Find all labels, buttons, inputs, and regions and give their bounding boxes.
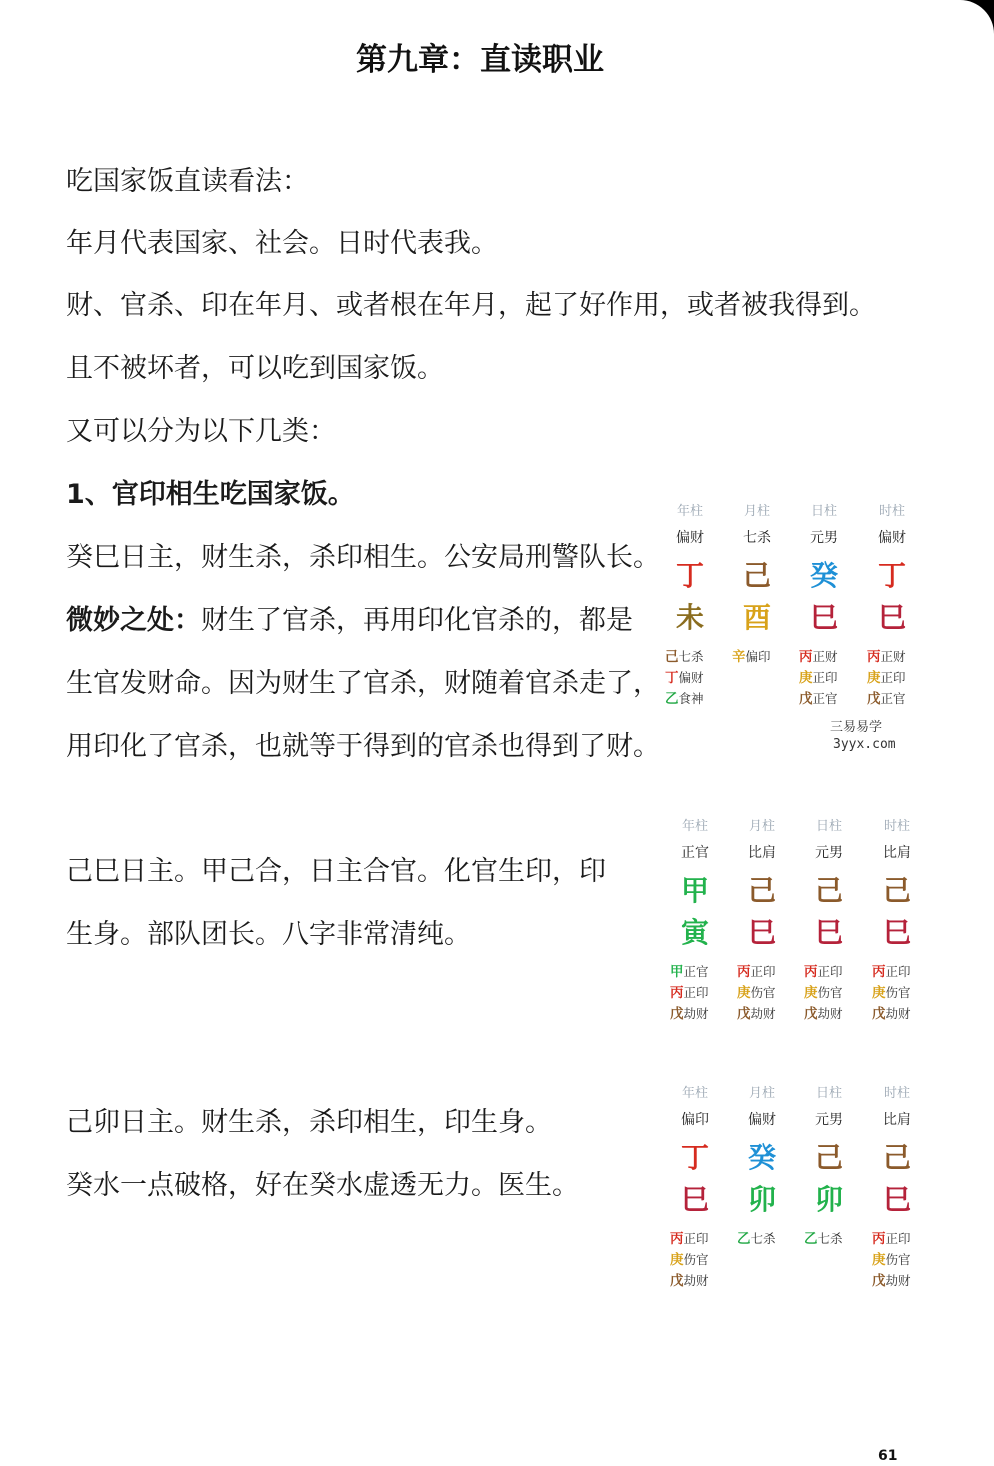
pillar-header: 时柱 (883, 1086, 910, 1101)
hidden-stem (804, 1003, 864, 1025)
hidden-stem-god: 正印 (750, 964, 776, 979)
hidden-stem (665, 646, 725, 668)
hidden-stem-god: 正印 (812, 670, 838, 685)
text-line: 生官发财命。因为财生了官杀，财随着官杀走了， (66, 668, 660, 699)
hidden-stem-char: 己 (665, 649, 679, 665)
hidden-stem-god: 伤官 (817, 985, 843, 1000)
hidden-stem-char: 乙 (804, 1231, 818, 1247)
text-line: 年月代表国家、社会。日时代表我。 (66, 228, 498, 259)
hidden-stem-char: 丙 (799, 649, 813, 665)
ten-god-label: 七杀 (743, 530, 771, 546)
hidden-stem-char: 庚 (872, 1252, 886, 1268)
hidden-stem-char: 戊 (799, 691, 813, 707)
hidden-stem (670, 1228, 730, 1250)
pillar-header: 日柱 (810, 504, 837, 519)
hidden-stem-char: 丙 (872, 1231, 886, 1247)
text-span: 财生了官杀，再用印化官杀的，都是 (201, 605, 633, 636)
hidden-stem-char: 庚 (737, 985, 751, 1001)
heavenly-stem: 丁 (675, 559, 704, 592)
earthly-branch: 巳 (882, 916, 911, 949)
hidden-stem (804, 961, 864, 983)
earthly-branch: 巳 (809, 601, 838, 634)
ten-god-label: 正官 (681, 845, 709, 861)
hidden-stem-god: 正官 (683, 964, 709, 979)
hidden-stem-char: 丙 (804, 964, 818, 980)
hidden-stem (872, 1003, 932, 1025)
hidden-stem-char: 戊 (670, 1273, 684, 1289)
earthly-branch: 未 (675, 601, 704, 634)
text-line: 己卯日主。财生杀，杀印相生，印生身。 (66, 1107, 552, 1138)
pillar-header: 时柱 (878, 504, 905, 519)
ten-god-label: 偏财 (676, 530, 704, 546)
hidden-stem-char: 辛 (732, 649, 746, 665)
bazi-chart-2 (660, 813, 936, 1028)
watermark-url: 3yyx.com (833, 737, 896, 752)
pillar-header: 年柱 (681, 1086, 708, 1101)
earthly-branch: 巳 (882, 1183, 911, 1216)
heavenly-stem: 己 (747, 874, 776, 907)
hidden-stem-god: 正印 (683, 1231, 709, 1246)
pillar-header: 年柱 (681, 819, 708, 834)
hidden-stem (670, 1249, 730, 1271)
earthly-branch: 巳 (814, 916, 843, 949)
hidden-stem-char: 庚 (804, 985, 818, 1001)
hidden-stem-god: 正印 (885, 1231, 911, 1246)
text-line: 吃国家饭直读看法： (66, 166, 309, 197)
hidden-stem-god: 七杀 (678, 649, 704, 664)
ten-god-label: 比肩 (748, 845, 776, 861)
pillar-header: 日柱 (815, 1086, 842, 1101)
text-line: 癸水一点破格，好在癸水虚透无力。医生。 (66, 1170, 579, 1201)
hidden-stem (737, 1228, 797, 1250)
ten-god-label: 元男 (815, 845, 843, 861)
heavenly-stem: 己 (742, 559, 771, 592)
ten-god-label: 比肩 (883, 845, 911, 861)
earthly-branch: 卯 (814, 1183, 843, 1216)
hidden-stem (799, 646, 859, 668)
hidden-stem-god: 正印 (885, 964, 911, 979)
hidden-stem-char: 丙 (872, 964, 886, 980)
hidden-stem-god: 偏财 (678, 670, 704, 685)
hidden-stem-god: 七杀 (750, 1231, 776, 1246)
ten-god-label: 偏印 (681, 1112, 709, 1128)
hidden-stem-char: 丙 (670, 985, 684, 1001)
text-line: 财、官杀、印在年月、或者根在年月，起了好作用，或者被我得到。 (66, 290, 876, 321)
hidden-stem (872, 1228, 932, 1250)
bazi-chart-3 (660, 1080, 936, 1289)
earthly-branch: 酉 (742, 601, 771, 634)
ten-god-label: 元男 (810, 530, 838, 546)
earthly-branch: 巳 (877, 601, 906, 634)
hidden-stem-god: 七杀 (817, 1231, 843, 1246)
hidden-stem-god: 正财 (880, 649, 906, 664)
bazi-chart-1 (655, 498, 931, 713)
hidden-stem (737, 1003, 797, 1025)
hidden-stem (867, 667, 927, 689)
hidden-stem (872, 1270, 932, 1292)
hidden-stem-god: 伤官 (885, 1252, 911, 1267)
hidden-stem-char: 庚 (867, 670, 881, 686)
text-line: 癸巳日主，财生杀，杀印相生。公安局刑警队长。 (66, 542, 660, 573)
hidden-stem-god: 劫财 (683, 1273, 709, 1288)
page-number: 61 (878, 1448, 898, 1464)
hidden-stem-god: 正印 (880, 670, 906, 685)
ten-god-label: 元男 (815, 1112, 843, 1128)
highlight-label: 微妙之处： (66, 605, 201, 636)
hidden-stem-char: 庚 (799, 670, 813, 686)
hidden-stem (737, 982, 797, 1004)
hidden-stem-god: 伤官 (885, 985, 911, 1000)
text-line (66, 605, 633, 637)
hidden-stem (872, 1249, 932, 1271)
ten-god-label: 比肩 (883, 1112, 911, 1128)
earthly-branch: 卯 (747, 1183, 776, 1216)
hidden-stem (867, 646, 927, 668)
pillar-header: 月柱 (743, 504, 770, 519)
hidden-stem (670, 961, 730, 983)
hidden-stem (867, 688, 927, 710)
earthly-branch: 寅 (680, 916, 709, 949)
hidden-stem (804, 982, 864, 1004)
heavenly-stem: 癸 (747, 1141, 776, 1174)
hidden-stem-god: 伤官 (683, 1252, 709, 1267)
hidden-stem-char: 戊 (872, 1006, 886, 1022)
pillar-header: 日柱 (815, 819, 842, 834)
heavenly-stem: 己 (882, 1141, 911, 1174)
hidden-stem-char: 庚 (872, 985, 886, 1001)
hidden-stem-god: 偏印 (745, 649, 771, 664)
hidden-stem-char: 乙 (737, 1231, 751, 1247)
hidden-stem-god: 劫财 (817, 1006, 843, 1021)
hidden-stem-god: 正官 (880, 691, 906, 706)
hidden-stem (737, 961, 797, 983)
earthly-branch: 巳 (680, 1183, 709, 1216)
pillar-header: 年柱 (676, 504, 703, 519)
pillar-header: 月柱 (748, 1086, 775, 1101)
text-line: 且不被坏者，可以吃到国家饭。 (66, 353, 444, 384)
hidden-stem (670, 1003, 730, 1025)
chapter-title: 第九章：直读职业 (356, 42, 604, 78)
hidden-stem (665, 688, 725, 710)
ten-god-label: 偏财 (748, 1112, 776, 1128)
hidden-stem-god: 劫财 (885, 1006, 911, 1021)
hidden-stem-char: 庚 (670, 1252, 684, 1268)
hidden-stem-god: 正印 (817, 964, 843, 979)
hidden-stem-god: 伤官 (750, 985, 776, 1000)
hidden-stem-char: 丙 (737, 964, 751, 980)
hidden-stem (732, 646, 792, 668)
text-line: 又可以分为以下几类： (66, 416, 336, 447)
hidden-stem-god: 正财 (812, 649, 838, 664)
hidden-stem-god: 劫财 (750, 1006, 776, 1021)
hidden-stem (804, 1228, 864, 1250)
hidden-stem-god: 正印 (683, 985, 709, 1000)
hidden-stem-char: 戊 (670, 1006, 684, 1022)
hidden-stem (670, 1270, 730, 1292)
hidden-stem-char: 丙 (867, 649, 881, 665)
hidden-stem-char: 戊 (872, 1273, 886, 1289)
hidden-stem-char: 丁 (665, 670, 679, 686)
text-line: 己巳日主。甲己合，日主合官。化官生印，印 (66, 856, 606, 887)
heavenly-stem: 丁 (680, 1141, 709, 1174)
hidden-stem-god: 劫财 (885, 1273, 911, 1288)
hidden-stem (665, 667, 725, 689)
earthly-branch: 巳 (747, 916, 776, 949)
heavenly-stem: 己 (814, 1141, 843, 1174)
hidden-stem-god: 食神 (678, 691, 704, 706)
hidden-stem-char: 戊 (804, 1006, 818, 1022)
text-line: 用印化了官杀，也就等于得到的官杀也得到了财。 (66, 731, 660, 762)
hidden-stem-char: 戊 (737, 1006, 751, 1022)
hidden-stem-char: 甲 (670, 964, 684, 980)
heavenly-stem: 癸 (809, 559, 838, 592)
hidden-stem (872, 961, 932, 983)
heavenly-stem: 己 (882, 874, 911, 907)
hidden-stem-char: 丙 (670, 1231, 684, 1247)
hidden-stem (670, 982, 730, 1004)
hidden-stem-char: 乙 (665, 691, 679, 707)
text-line: 生身。部队团长。八字非常清纯。 (66, 919, 471, 950)
pillar-header: 月柱 (748, 819, 775, 834)
heavenly-stem: 己 (814, 874, 843, 907)
hidden-stem-char: 戊 (867, 691, 881, 707)
hidden-stem (799, 688, 859, 710)
section-heading: 1、官印相生吃国家饭。 (66, 479, 355, 510)
hidden-stem (799, 667, 859, 689)
heavenly-stem: 丁 (877, 559, 906, 592)
ten-god-label: 偏财 (878, 530, 906, 546)
hidden-stem-god: 劫财 (683, 1006, 709, 1021)
hidden-stem (872, 982, 932, 1004)
watermark-cn: 三易易学 (830, 720, 883, 735)
heavenly-stem: 甲 (680, 874, 709, 907)
pillar-header: 时柱 (883, 819, 910, 834)
hidden-stem-god: 正官 (812, 691, 838, 706)
